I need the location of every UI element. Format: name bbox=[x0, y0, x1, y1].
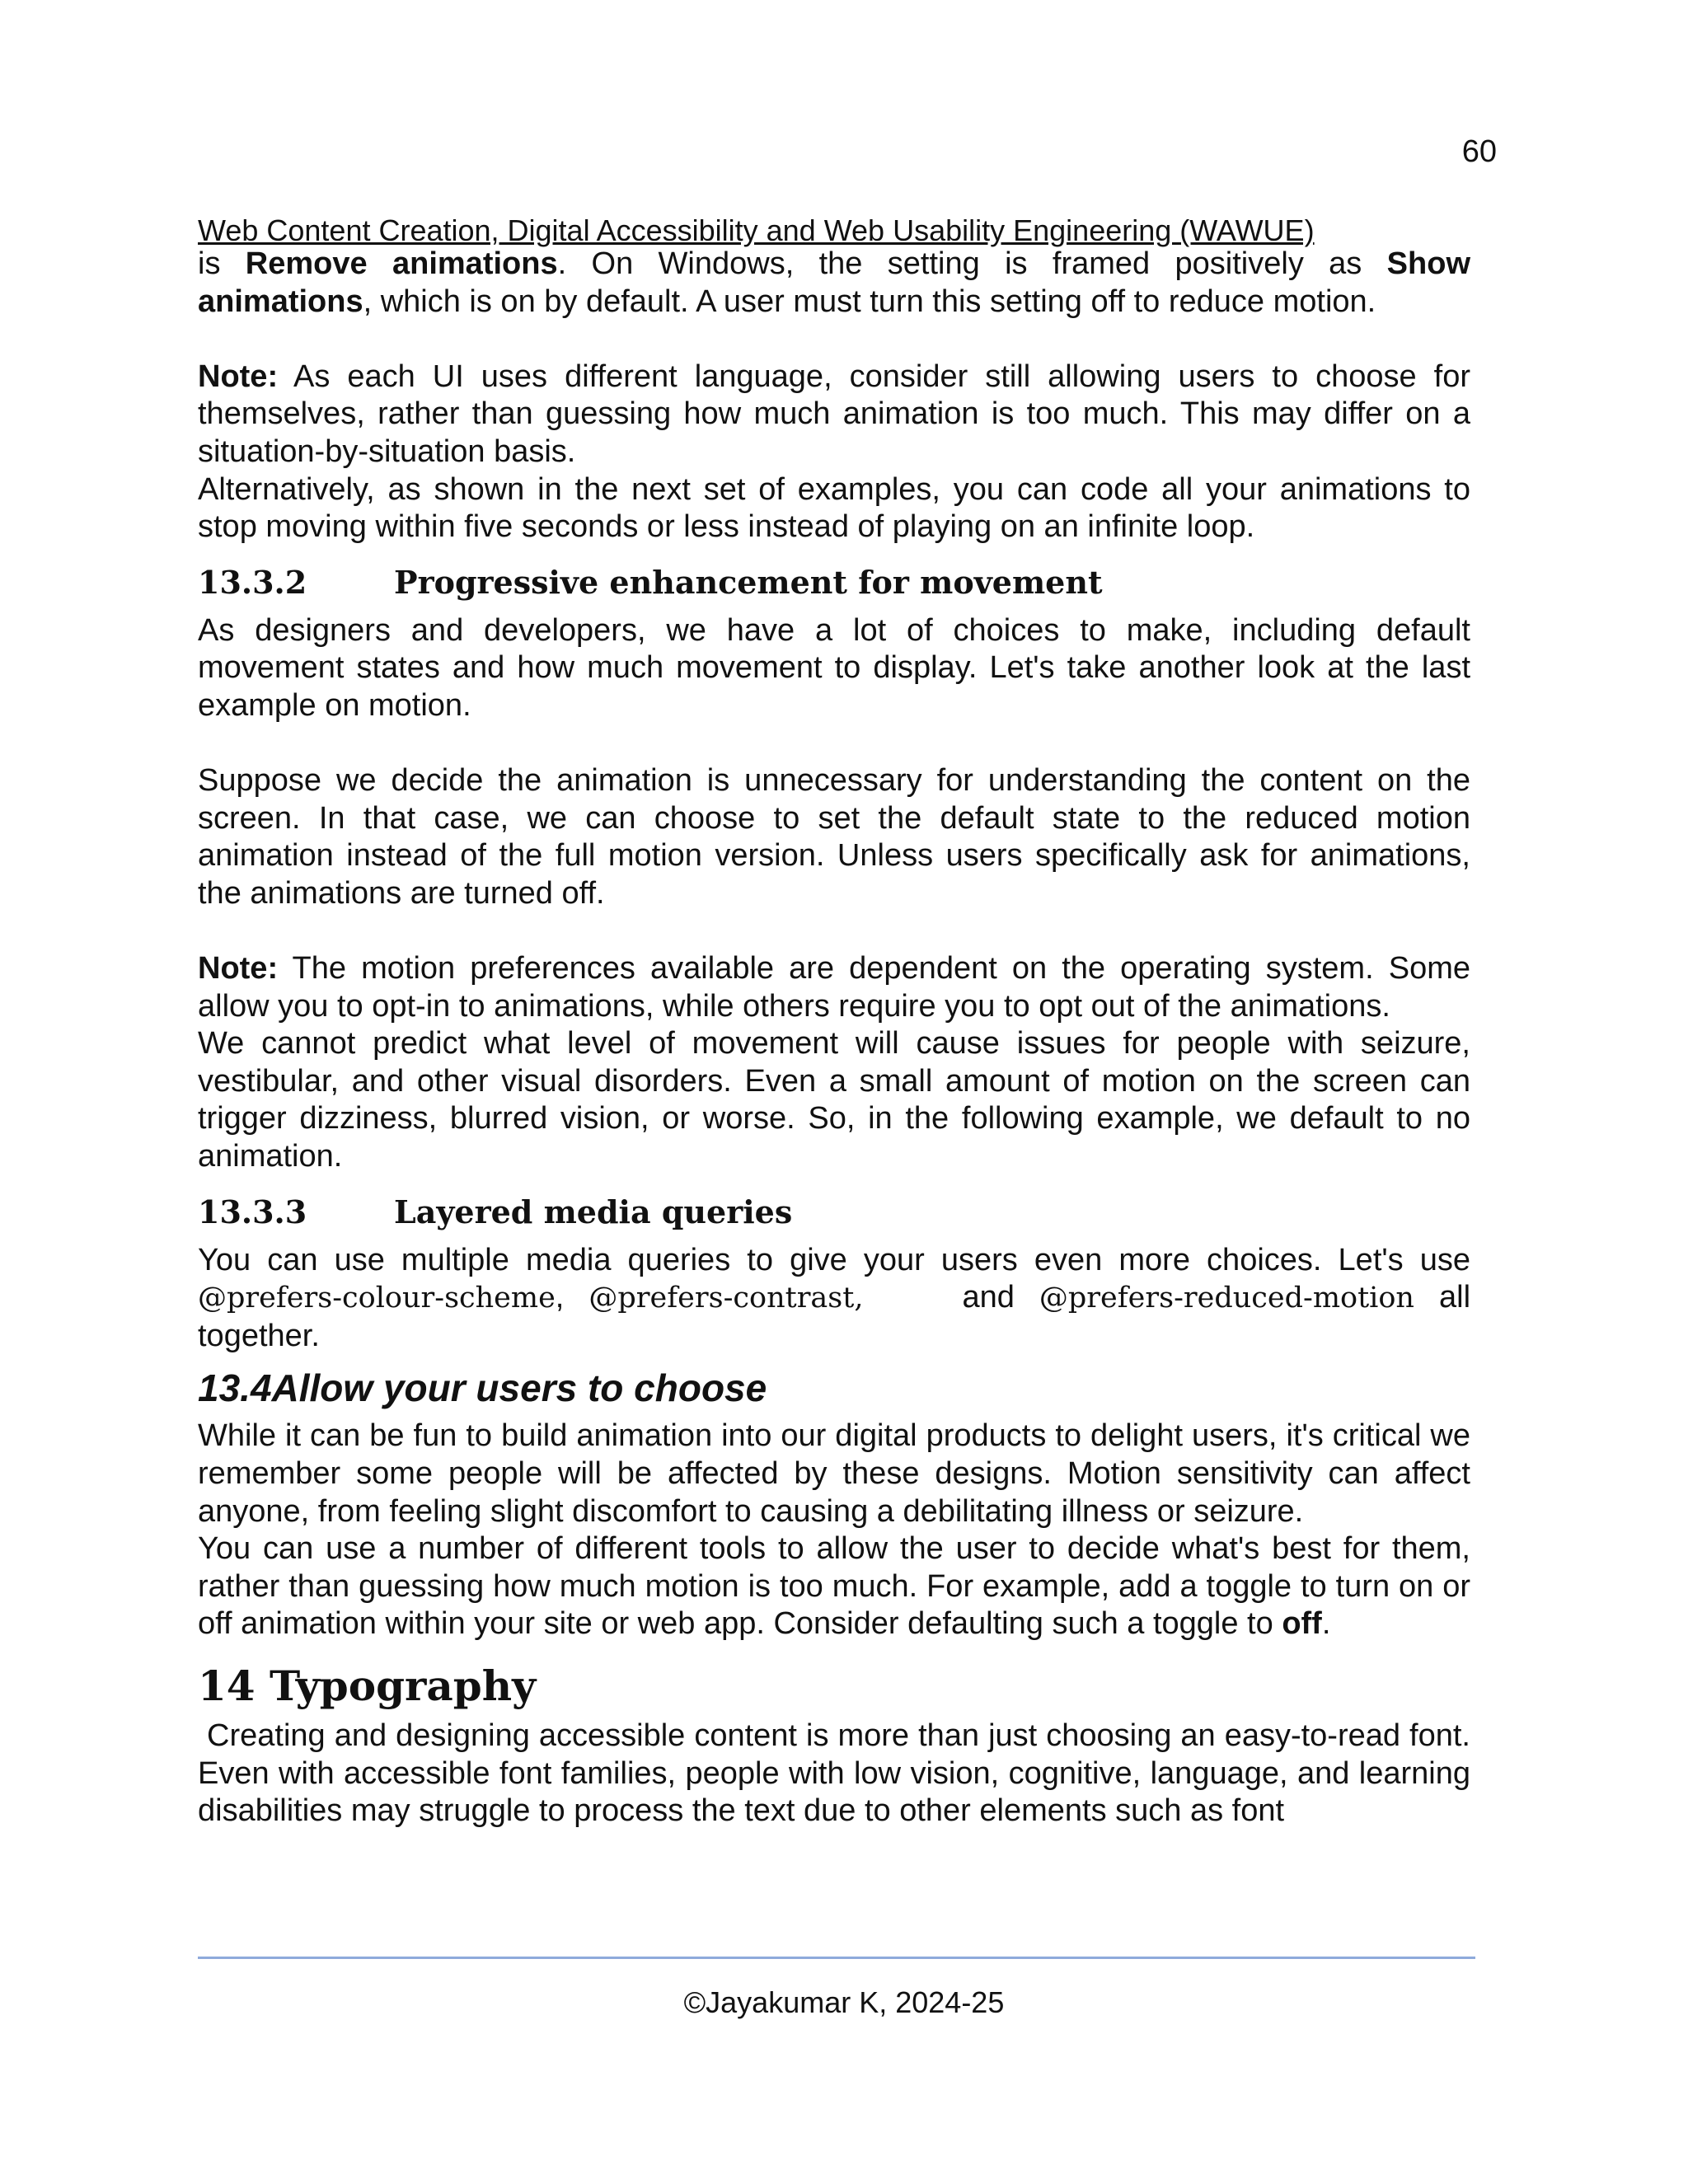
note-paragraph bbox=[198, 359, 1470, 471]
heading-14 bbox=[198, 1658, 1470, 1714]
code-snippet: @prefers-colour-scheme bbox=[198, 1282, 556, 1315]
heading-number: 13.4 bbox=[198, 1366, 272, 1410]
bold-text: Remove animations bbox=[245, 246, 558, 281]
text: all together. bbox=[198, 1280, 1471, 1353]
page-number: 60 bbox=[1461, 134, 1497, 169]
paragraph-media-queries bbox=[198, 1242, 1470, 1356]
paragraph: Creating and designing accessible content is more than just choosing an easy-to-read font. Even with accessible font families, people with low vision, cognitive, language, and learning disabilities may struggle to process the text due to other elements such as font bbox=[198, 1718, 1479, 1829]
heading-13-4 bbox=[198, 1363, 1470, 1413]
paragraph-remove-animations bbox=[198, 246, 1470, 321]
text: , bbox=[555, 1280, 589, 1315]
paragraph bbox=[198, 1530, 1470, 1643]
heading-title: Allow your users to choose bbox=[271, 1366, 767, 1410]
text: . bbox=[1321, 1606, 1331, 1642]
heading-number: 14 bbox=[198, 1661, 256, 1710]
heading-title: Layered media queries bbox=[394, 1193, 793, 1230]
paragraph: Suppose we decide the animation is unnecessary for understanding the content on the screen. In that case, we can choose to set the default state to the reduced motion animation instead of the full motion version. Unless users specifically ask for animations, the animations are turned off. bbox=[198, 763, 1470, 911]
note-label: Note: bbox=[198, 951, 279, 987]
heading-number: 13.3.3 bbox=[198, 1193, 307, 1230]
footer-divider bbox=[198, 1957, 1475, 1959]
bold-text: Show animations bbox=[198, 246, 1470, 319]
text: is bbox=[198, 246, 246, 281]
note-paragraph bbox=[198, 950, 1470, 1025]
note-label: Note: bbox=[198, 359, 279, 394]
text: You can use multiple media queries to give your users even more choices. Let's use bbox=[198, 1242, 1470, 1277]
heading-13-3-3 bbox=[198, 1189, 1470, 1235]
paragraph: As designers and developers, we have a lot of choices to make, including default movement states and how much movement to display. Let's take another look at the last example on motion. bbox=[198, 612, 1470, 723]
heading-number: 13.3.2 bbox=[198, 563, 307, 601]
text: , which is on by default. A user must turn this setting off to reduce motion. bbox=[363, 284, 1376, 319]
page-body bbox=[198, 246, 1479, 1830]
code-snippet: @prefers-reduced-motion bbox=[1039, 1282, 1414, 1315]
heading-title: Typography bbox=[270, 1661, 537, 1710]
code-snippet: @prefers-contrast, bbox=[588, 1282, 864, 1315]
footer-copyright: ©Jayakumar K, 2024-25 bbox=[683, 1985, 1005, 2019]
note-text: The motion preferences available are dependent on the operating system. Some allow you to opt-in to animations, while others require you to opt out of the animations. bbox=[198, 951, 1470, 1024]
paragraph: While it can be fun to build animation into our digital products to delight users, it's critical we remember some people will be affected by these designs. Motion sensitivity can affect anyone, from feeling slight discomfort to causing a debilitating illness or seizure. bbox=[198, 1418, 1470, 1529]
heading-title: Progressive enhancement for movement bbox=[394, 563, 1103, 601]
text: You can use a number of different tools to allow the user to decide what's best for them, rather than guessing how much motion is too much. For example, add a toggle to turn on or off animation within your site or web app. Consider defaulting such a toggle to bbox=[198, 1531, 1470, 1642]
note-text: As each UI uses different language, consider still allowing users to choose for themselves, rather than guessing how much animation is too much. This may differ on a situation-by-situation basis. bbox=[198, 359, 1470, 469]
heading-13-3-2 bbox=[198, 560, 1470, 606]
paragraph: We cannot predict what level of movement will cause issues for people with seizure, vestibular, and other visual disorders. Even a small amount of motion on the screen can trigger dizziness, blurred vision, or worse. So, in the following example, we default to no animation. bbox=[198, 1026, 1470, 1174]
text: and bbox=[962, 1280, 1039, 1315]
bold-text: off bbox=[1282, 1606, 1322, 1642]
text: . On Windows, the setting is framed positively as bbox=[557, 246, 1387, 281]
running-header: Web Content Creation, Digital Accessibility and Web Usability Engineering (WAWUE) bbox=[198, 213, 1315, 247]
paragraph-alternatively: Alternatively, as shown in the next set of examples, you can code all your animations to stop moving within five seconds or less instead of playing on an infinite loop. bbox=[198, 471, 1470, 545]
